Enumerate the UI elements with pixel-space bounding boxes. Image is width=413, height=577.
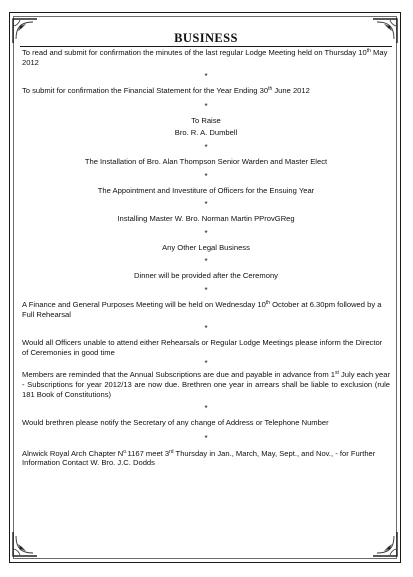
- separator-asterisk: *: [204, 200, 208, 210]
- notice-officers: Would all Officers unable to attend either Rehearsals or Regular Lodge Meetings please inform the Director of Ceremonies in good time: [22, 338, 383, 357]
- agenda-item-financial: To submit for confirmation the Financial Statement for the Year Ending 30th June 2012: [22, 86, 310, 96]
- agenda-item-raise-name: Bro. R. A. Dumbell: [174, 128, 238, 138]
- corner-ornament-icon: [371, 530, 399, 558]
- page-title: BUSINESS: [174, 31, 238, 45]
- separator-asterisk: *: [204, 257, 208, 267]
- separator-asterisk: *: [204, 142, 208, 152]
- notice-address-change: Would brethren please notify the Secretary of any change of Address or Telephone Number: [22, 418, 329, 428]
- notice-royal-arch-chapter: Alnwick Royal Arch Chapter $N^{o.}1167$ meet 3rd Thursday in Jan., March, May, Sept., and Nov., - for Further Information Contact W. Bro. J.C. Dodds: [22, 448, 376, 468]
- notice-subscriptions: Members are reminded that the Annual Subscriptions are due and payable in advance from 1st July each year - Subscriptions for year 2012/13 are now due. Brethren one year in arrears shall be liable to exclusion (rule 181 Book of Constitutions): [22, 370, 391, 399]
- agenda-item-other-business: Any Other Legal Business: [162, 242, 250, 252]
- agenda-item-installing-master: Installing Master W. Bro. Norman Martin PProvGReg: [117, 214, 295, 224]
- separator-asterisk: *: [204, 324, 208, 334]
- separator-asterisk: *: [204, 72, 208, 82]
- agenda-item-installation: The Installation of Bro. Alan Thompson Senior Warden and Master Elect: [84, 156, 328, 166]
- separator-asterisk: *: [204, 101, 208, 111]
- corner-ornament-icon: [11, 530, 39, 558]
- agenda-item-appointment: The Appointment and Investiture of Officers for the Ensuing Year: [97, 185, 315, 195]
- separator-asterisk: *: [204, 404, 208, 414]
- agenda-item-to-raise: To Raise: [191, 115, 221, 125]
- agenda-item-minutes: To read and submit for confirmation the minutes of the last regular Lodge Meeting held on Thursday 10th May 2012: [22, 48, 388, 67]
- separator-asterisk: *: [204, 285, 208, 295]
- notice-finance-meeting: A Finance and General Purposes Meeting will be held on Wednesday 10th October at 6.30pm followed by a Full Rehearsal: [22, 299, 382, 319]
- business-agenda: [22, 31, 390, 468]
- separator-asterisk: *: [204, 171, 208, 181]
- separator-asterisk: *: [204, 359, 208, 369]
- agenda-item-dinner: Dinner will be provided after the Ceremony: [134, 271, 278, 281]
- separator-asterisk: *: [204, 433, 208, 443]
- separator-asterisk: *: [204, 228, 208, 238]
